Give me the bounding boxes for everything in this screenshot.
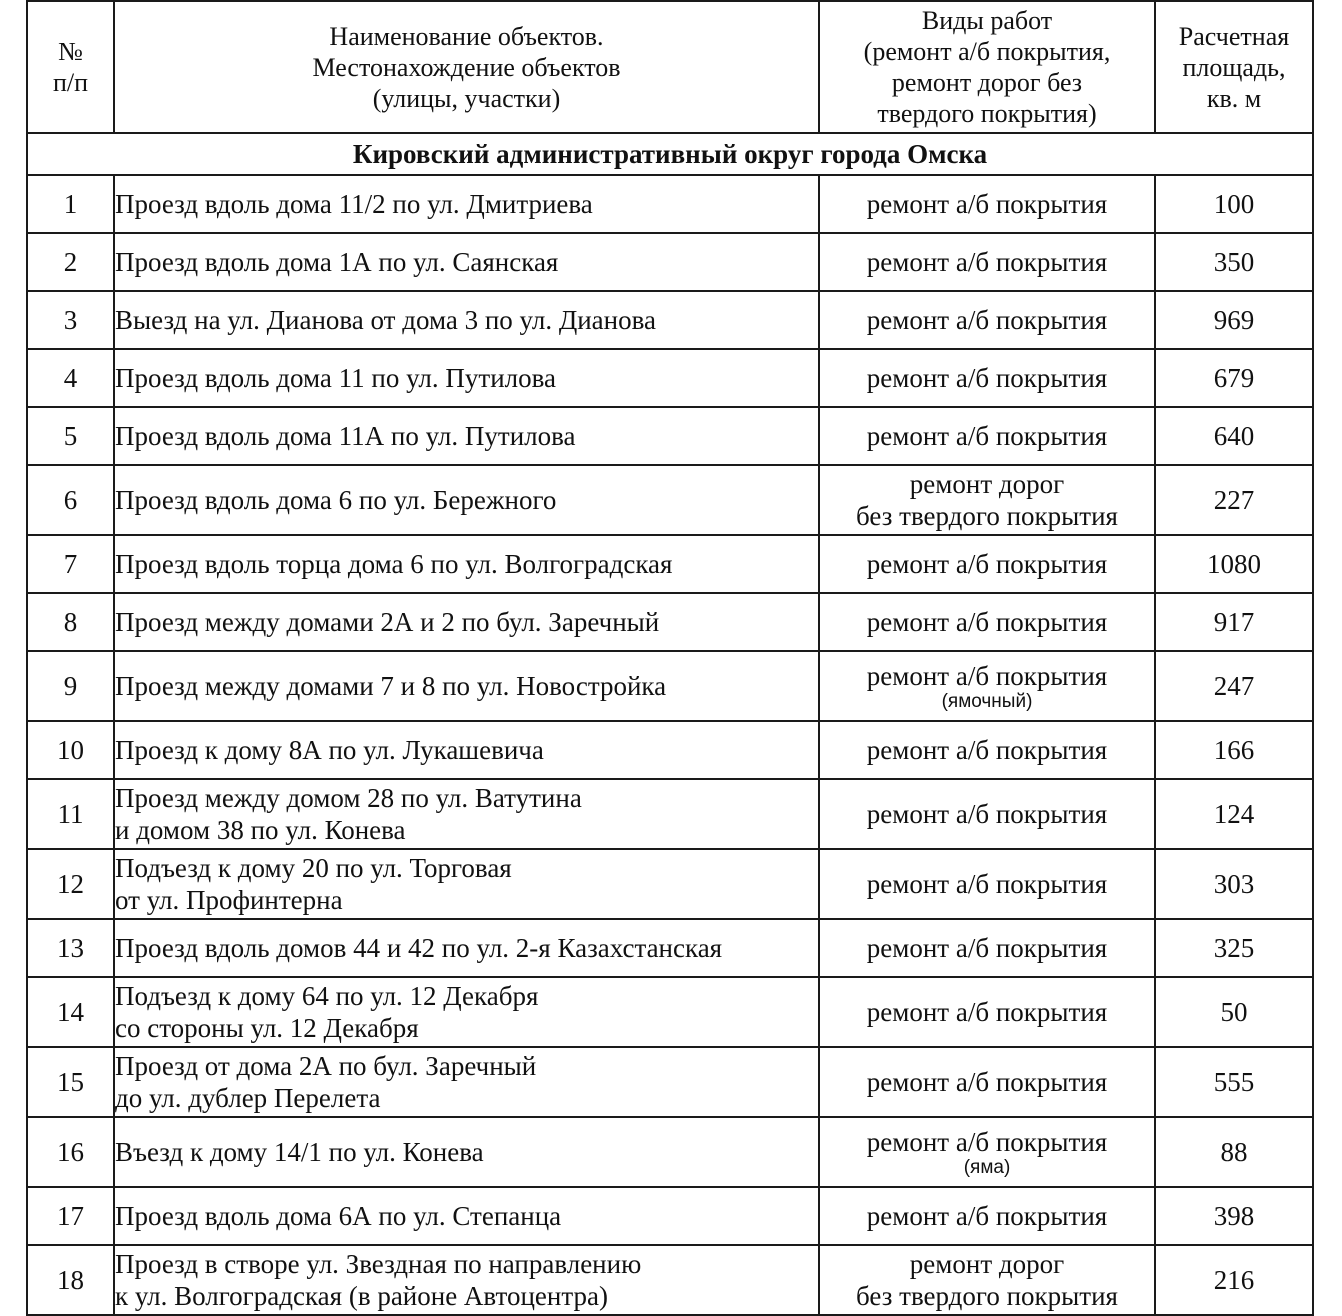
header-num-line: п/п bbox=[52, 68, 89, 97]
object-name-line: Проезд вдоль дома 11 по ул. Путилова bbox=[115, 363, 556, 393]
header-name-line: Местонахождение объектов bbox=[312, 52, 621, 82]
work-type bbox=[819, 233, 1155, 291]
work-type bbox=[819, 977, 1155, 1047]
header-row bbox=[27, 1, 1313, 133]
section-title: Кировский административный округ города Омска bbox=[27, 133, 1313, 175]
header-num-line: № bbox=[58, 37, 83, 66]
table-row bbox=[27, 233, 1313, 291]
work-type-note: (яма) bbox=[963, 1157, 1011, 1178]
object-name-line: Проезд вдоль домов 44 и 42 по ул. 2-я Казахстанская bbox=[115, 933, 723, 963]
object-name bbox=[114, 465, 819, 535]
table-row bbox=[27, 977, 1313, 1047]
row-number: 6 bbox=[27, 465, 114, 535]
work-type-line: ремонт а/б покрытия bbox=[866, 869, 1108, 899]
area-value: 166 bbox=[1155, 721, 1313, 779]
object-name bbox=[114, 175, 819, 233]
object-name-line: Въезд к дому 14/1 по ул. Конева bbox=[115, 1137, 484, 1167]
object-name-line: Проезд вдоль дома 6 по ул. Бережного bbox=[115, 485, 557, 515]
work-type-line: ремонт а/б покрытия bbox=[866, 1127, 1108, 1157]
work-type bbox=[819, 1047, 1155, 1117]
table-body bbox=[27, 133, 1313, 1315]
object-name-line: Проезд от дома 2А по бул. Заречный bbox=[115, 1051, 537, 1081]
work-type bbox=[819, 849, 1155, 919]
header-work-line: ремонт дорог без bbox=[891, 68, 1083, 97]
object-name-line: Проезд между домами 2А и 2 по бул. Заречный bbox=[115, 607, 660, 637]
object-name bbox=[114, 849, 819, 919]
object-name-line: со стороны ул. 12 Декабря bbox=[115, 1013, 419, 1043]
work-type bbox=[819, 175, 1155, 233]
work-type bbox=[819, 593, 1155, 651]
header-name-line: Наименование объектов. bbox=[329, 21, 604, 51]
area-value: 679 bbox=[1155, 349, 1313, 407]
area-value: 227 bbox=[1155, 465, 1313, 535]
area-value: 88 bbox=[1155, 1117, 1313, 1187]
work-type-line: ремонт а/б покрытия bbox=[866, 421, 1108, 451]
object-name bbox=[114, 349, 819, 407]
work-type-line: ремонт а/б покрытия bbox=[866, 305, 1108, 335]
object-name bbox=[114, 1187, 819, 1245]
area-value: 325 bbox=[1155, 919, 1313, 977]
area-value: 1080 bbox=[1155, 535, 1313, 593]
row-number: 15 bbox=[27, 1047, 114, 1117]
area-value: 50 bbox=[1155, 977, 1313, 1047]
row-number: 3 bbox=[27, 291, 114, 349]
object-name-line: к ул. Волгоградская (в районе Автоцентра) bbox=[115, 1281, 608, 1311]
table-row bbox=[27, 651, 1313, 721]
work-type bbox=[819, 291, 1155, 349]
table-row bbox=[27, 465, 1313, 535]
work-type bbox=[819, 1245, 1155, 1315]
object-name-line: Проезд вдоль дома 11/2 по ул. Дмитриева bbox=[115, 189, 593, 219]
object-name bbox=[114, 779, 819, 849]
row-number: 1 bbox=[27, 175, 114, 233]
work-type bbox=[819, 779, 1155, 849]
header-num bbox=[27, 1, 114, 133]
header-work bbox=[819, 1, 1155, 133]
header-area-line: площадь, bbox=[1182, 52, 1286, 82]
work-type-line: ремонт а/б покрытия bbox=[866, 189, 1108, 219]
work-type-line: ремонт а/б покрытия bbox=[866, 607, 1108, 637]
table-row bbox=[27, 593, 1313, 651]
object-name bbox=[114, 977, 819, 1047]
table-row bbox=[27, 535, 1313, 593]
object-name bbox=[114, 1047, 819, 1117]
object-name-line: Проезд вдоль торца дома 6 по ул. Волгоградская bbox=[115, 549, 673, 579]
object-name bbox=[114, 651, 819, 721]
object-name-line: Проезд к дому 8А по ул. Лукашевича bbox=[115, 735, 544, 765]
table-row bbox=[27, 407, 1313, 465]
table-row bbox=[27, 919, 1313, 977]
row-number: 13 bbox=[27, 919, 114, 977]
object-name bbox=[114, 1245, 819, 1315]
area-value: 969 bbox=[1155, 291, 1313, 349]
header-work-line: твердого покрытия) bbox=[877, 99, 1097, 128]
table-row bbox=[27, 1117, 1313, 1187]
work-type-note: (ямочный) bbox=[941, 691, 1033, 712]
header-area-line: Расчетная bbox=[1178, 21, 1290, 51]
object-name bbox=[114, 593, 819, 651]
work-type bbox=[819, 651, 1155, 721]
work-type-line: ремонт а/б покрытия bbox=[866, 735, 1108, 765]
area-value: 350 bbox=[1155, 233, 1313, 291]
row-number: 18 bbox=[27, 1245, 114, 1315]
area-value: 917 bbox=[1155, 593, 1313, 651]
object-name-line: Подъезд к дому 64 по ул. 12 Декабря bbox=[115, 981, 539, 1011]
object-name-line: Проезд между домом 28 по ул. Ватутина bbox=[115, 783, 582, 813]
row-number: 17 bbox=[27, 1187, 114, 1245]
object-name-line: Проезд в створе ул. Звездная по направлению bbox=[115, 1249, 642, 1279]
object-name bbox=[114, 919, 819, 977]
row-number: 12 bbox=[27, 849, 114, 919]
object-name-line: Выезд на ул. Дианова от дома 3 по ул. Дианова bbox=[115, 305, 656, 335]
object-name-line: до ул. дублер Перелета bbox=[115, 1083, 381, 1113]
header-name-line: (улицы, участки) bbox=[372, 83, 561, 113]
work-type bbox=[819, 919, 1155, 977]
header-area-line: кв. м bbox=[1206, 83, 1262, 113]
table-row bbox=[27, 1245, 1313, 1315]
work-type-line: ремонт а/б покрытия bbox=[866, 933, 1108, 963]
table-row bbox=[27, 291, 1313, 349]
object-name-line: Проезд вдоль дома 11А по ул. Путилова bbox=[115, 421, 576, 451]
work-type-line: ремонт а/б покрытия bbox=[866, 661, 1108, 691]
area-value: 124 bbox=[1155, 779, 1313, 849]
work-type-line: ремонт дорог bbox=[909, 469, 1065, 499]
area-value: 640 bbox=[1155, 407, 1313, 465]
road-repair-table bbox=[26, 0, 1314, 1316]
table-row bbox=[27, 175, 1313, 233]
object-name-line: от ул. Профинтерна bbox=[115, 885, 343, 915]
row-number: 14 bbox=[27, 977, 114, 1047]
row-number: 9 bbox=[27, 651, 114, 721]
table-row bbox=[27, 779, 1313, 849]
work-type-line: ремонт а/б покрытия bbox=[866, 549, 1108, 579]
object-name-line: Проезд вдоль дома 1А по ул. Саянская bbox=[115, 247, 559, 277]
row-number: 5 bbox=[27, 407, 114, 465]
object-name bbox=[114, 233, 819, 291]
object-name bbox=[114, 535, 819, 593]
section-row bbox=[27, 133, 1313, 175]
row-number: 10 bbox=[27, 721, 114, 779]
work-type-line: ремонт а/б покрытия bbox=[866, 1201, 1108, 1231]
work-type bbox=[819, 349, 1155, 407]
work-type-line: ремонт а/б покрытия bbox=[866, 1067, 1108, 1097]
work-type-line: без твердого покрытия bbox=[856, 1281, 1118, 1311]
area-value: 555 bbox=[1155, 1047, 1313, 1117]
table-row bbox=[27, 1047, 1313, 1117]
row-number: 11 bbox=[27, 779, 114, 849]
table-row bbox=[27, 1187, 1313, 1245]
row-number: 2 bbox=[27, 233, 114, 291]
area-value: 216 bbox=[1155, 1245, 1313, 1315]
area-value: 303 bbox=[1155, 849, 1313, 919]
row-number: 4 bbox=[27, 349, 114, 407]
area-value: 247 bbox=[1155, 651, 1313, 721]
row-number: 8 bbox=[27, 593, 114, 651]
work-type bbox=[819, 407, 1155, 465]
object-name bbox=[114, 291, 819, 349]
table-row bbox=[27, 721, 1313, 779]
work-type-line: ремонт а/б покрытия bbox=[866, 363, 1108, 393]
header-work-line: (ремонт а/б покрытия, bbox=[863, 37, 1111, 66]
work-type bbox=[819, 721, 1155, 779]
work-type-line: ремонт а/б покрытия bbox=[866, 997, 1108, 1027]
work-type-line: ремонт а/б покрытия bbox=[866, 247, 1108, 277]
work-type bbox=[819, 1117, 1155, 1187]
header-name bbox=[114, 1, 819, 133]
table-row bbox=[27, 349, 1313, 407]
object-name-line: Подъезд к дому 20 по ул. Торговая bbox=[115, 853, 512, 883]
area-value: 100 bbox=[1155, 175, 1313, 233]
object-name-line: Проезд вдоль дома 6А по ул. Степанца bbox=[115, 1201, 562, 1231]
object-name bbox=[114, 1117, 819, 1187]
row-number: 16 bbox=[27, 1117, 114, 1187]
object-name-line: Проезд между домами 7 и 8 по ул. Новостройка bbox=[115, 671, 667, 701]
work-type bbox=[819, 535, 1155, 593]
work-type bbox=[819, 465, 1155, 535]
work-type-line: ремонт дорог bbox=[909, 1249, 1065, 1279]
work-type-line: без твердого покрытия bbox=[856, 501, 1118, 531]
header-work-line: Виды работ bbox=[921, 6, 1053, 35]
row-number: 7 bbox=[27, 535, 114, 593]
object-name bbox=[114, 721, 819, 779]
object-name-line: и домом 38 по ул. Конева bbox=[115, 815, 406, 845]
object-name bbox=[114, 407, 819, 465]
work-type-line: ремонт а/б покрытия bbox=[866, 799, 1108, 829]
work-type bbox=[819, 1187, 1155, 1245]
header-area bbox=[1155, 1, 1313, 133]
table-row bbox=[27, 849, 1313, 919]
area-value: 398 bbox=[1155, 1187, 1313, 1245]
